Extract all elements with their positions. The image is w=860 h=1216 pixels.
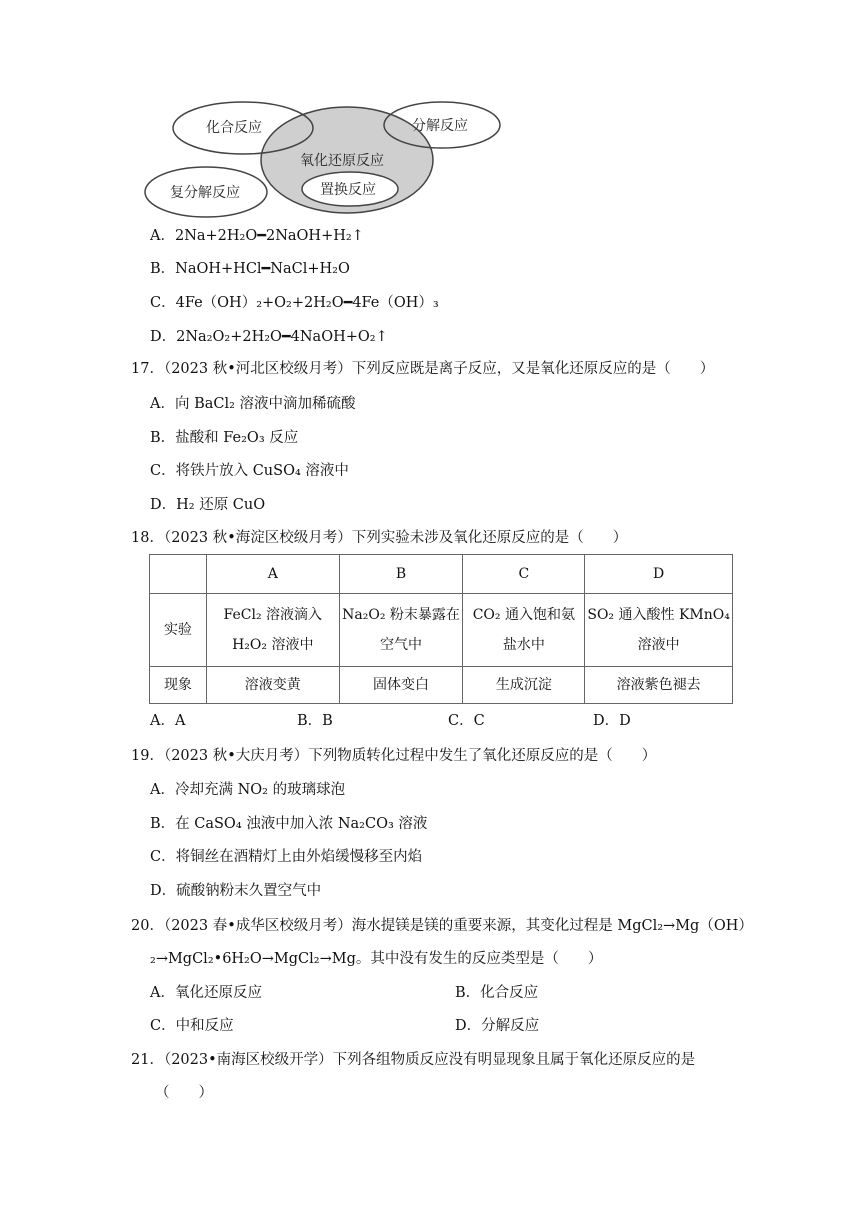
experiment-d: SO₂ 通入酸性 KMnO₄ 溶液中 [585,594,733,667]
q19-option-b: B．在 CaSO₄ 浊液中加入浓 Na₂CO₃ 溶液 [150,816,428,832]
table-header-cell: A [206,555,339,594]
q20-option-b: B．化合反应 [455,985,539,1001]
table-header-cell: D [585,555,733,594]
q20-option-d: D．分解反应 [455,1018,540,1034]
table-header-cell: B [339,555,463,594]
q17-option-c: C．将铁片放入 CuSO₄ 溶液中 [150,463,349,479]
q18-experiment-table [149,554,733,704]
table-header-row [150,555,733,594]
row-label-phenomenon: 现象 [150,667,207,704]
phenomenon-c: 生成沉淀 [463,667,585,704]
q17-option-a: A．向 BaCl₂ 溶液中滴加稀硫酸 [150,396,356,412]
q16-option-c: C．4Fe（OH）₂+O₂+2H₂O━4Fe（OH）₃ [150,295,439,311]
q18-option-c: C．C [448,713,485,729]
redox-label: 氧化还原反应 [300,153,384,169]
double-decomposition-label: 复分解反应 [170,185,240,201]
q19-option-a: A．冷却充满 NO₂ 的玻璃球泡 [150,782,346,798]
q20-stem-line2: ₂→MgCl₂•6H₂O→MgCl₂→Mg。其中没有发生的反应类型是（ ） [150,951,603,967]
displacement-label: 置换反应 [320,182,376,198]
reaction-type-venn-diagram [140,95,510,220]
combination-label: 化合反应 [206,120,262,136]
q16-option-d: D．2Na₂O₂+2H₂O━4NaOH+O₂↑ [150,329,388,345]
q18-stem: 18．（2023 秋•海淀区校级月考）下列实验未涉及氧化还原反应的是（ ） [131,530,628,546]
q16-option-a: A．2Na+2H₂O━2NaOH+H₂↑ [150,228,364,244]
q21-stem-line1: 21．（2023•南海区校级开学）下列各组物质反应没有明显现象且属于氧化还原反应的是 [131,1052,696,1068]
row-label-experiment: 实验 [150,594,207,667]
q17-option-b: B．盐酸和 Fe₂O₃ 反应 [150,430,299,446]
q17-option-d: D．H₂ 还原 CuO [150,497,266,513]
q19-option-d: D．硫酸钠粉末久置空气中 [150,883,322,899]
q17-stem: 17．（2023 秋•河北区校级月考）下列反应既是离子反应，又是氧化还原反应的是（ ） [131,361,715,377]
q18-option-d: D．D [593,713,631,729]
experiment-b: Na₂O₂ 粉末暴露在 空气中 [339,594,463,667]
q16-option-b: B．NaOH+HCl━NaCl+H₂O [150,261,350,277]
q19-option-c: C．将铜丝在酒精灯上由外焰缓慢移至内焰 [150,849,423,865]
table-row-experiment [150,594,733,667]
q20-option-c: C．中和反应 [150,1018,234,1034]
phenomenon-a: 溶液变黄 [206,667,339,704]
experiment-c: CO₂ 通入饱和氨 盐水中 [463,594,585,667]
table-header-cell [150,555,207,594]
q20-option-a: A．氧化还原反应 [150,985,262,1001]
decomposition-label: 分解反应 [412,118,468,134]
table-row-phenomenon [150,667,733,704]
table-header-cell: C [463,555,585,594]
phenomenon-d: 溶液紫色褪去 [585,667,733,704]
q19-stem: 19．（2023 秋•大庆月考）下列物质转化过程中发生了氧化还原反应的是（ ） [131,748,657,764]
q20-stem-line1: 20．（2023 春•成华区校级月考）海水提镁是镁的重要来源，其变化过程是 MgCl₂→Mg（OH） [131,918,753,934]
q21-stem-line2: （ ） [155,1085,213,1101]
experiment-a: FeCl₂ 溶液滴入 H₂O₂ 溶液中 [206,594,339,667]
q18-option-b: B．B [297,713,333,729]
q18-option-a: A．A [150,713,186,729]
phenomenon-b: 固体变白 [339,667,463,704]
